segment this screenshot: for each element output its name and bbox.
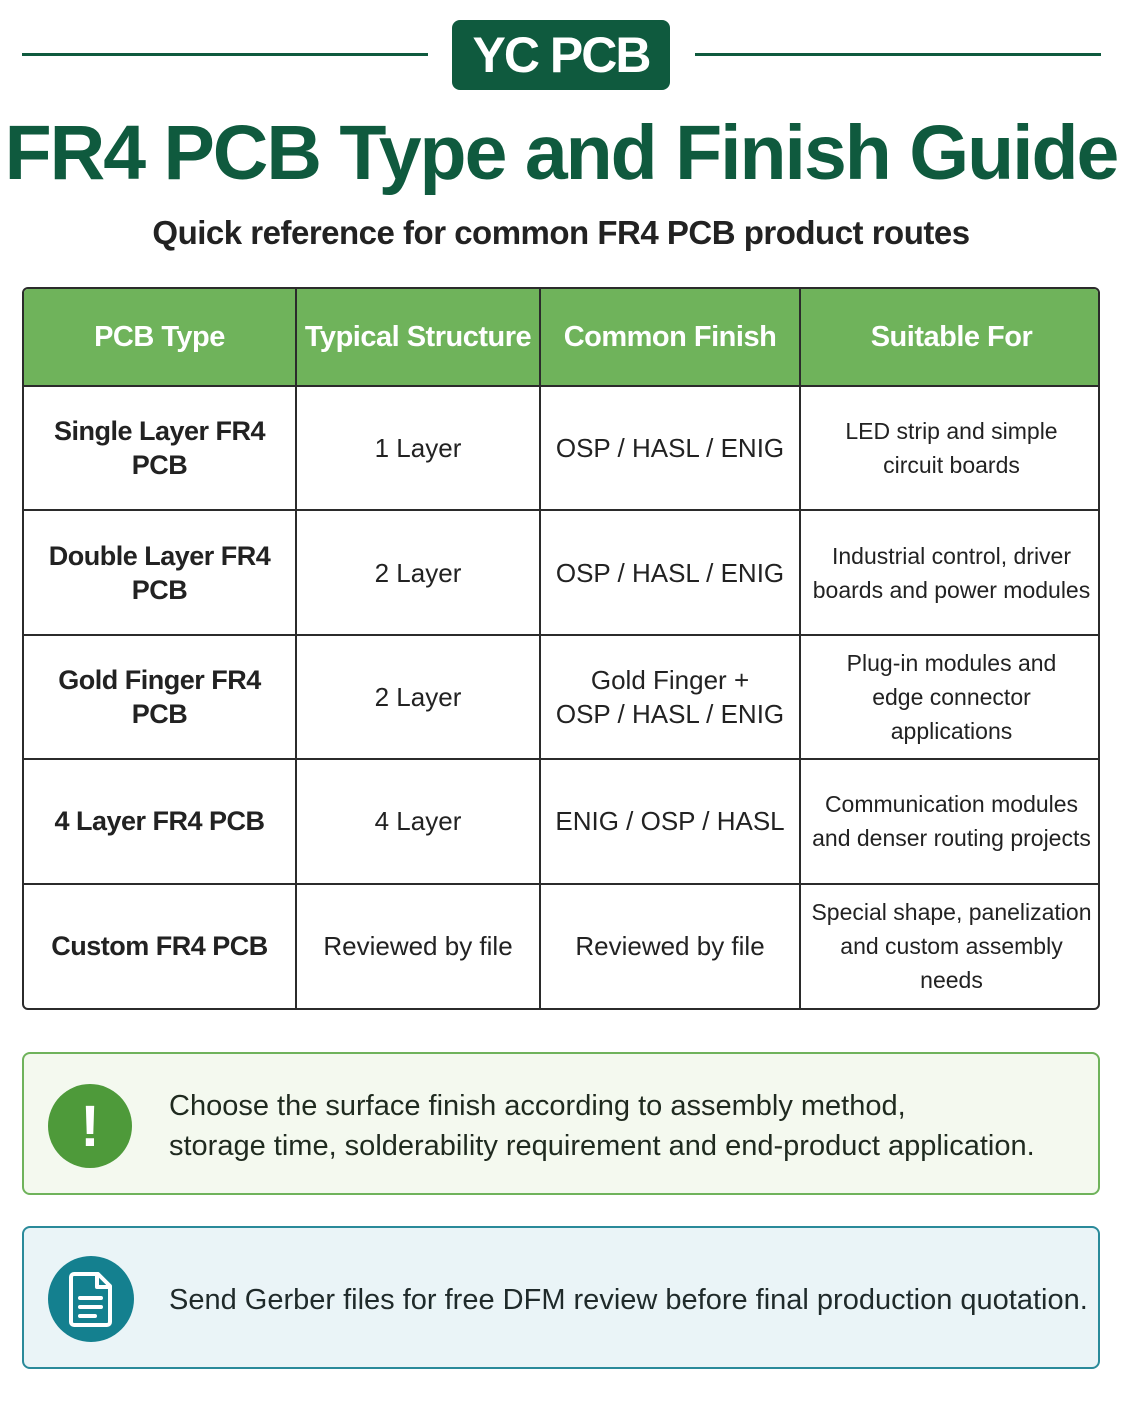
cell-structure: 4 Layer	[296, 759, 540, 883]
cell-pcb-type: 4 Layer FR4 PCB	[24, 759, 296, 883]
brand-badge: YC PCB	[452, 20, 670, 90]
column-header-structure: Typical Structure	[296, 289, 540, 386]
cell-suitable-for	[800, 386, 1100, 510]
cell-line: Gold Finger +	[590, 664, 750, 695]
page-title: FR4 PCB Type and Finish Guide	[4, 110, 1118, 196]
note-text	[169, 1086, 1079, 1166]
dfm-review-callout	[22, 1226, 1100, 1369]
cell-finish	[540, 386, 800, 510]
cell-line: edge connector applications	[872, 683, 1031, 744]
table-row	[24, 759, 1100, 883]
table-header-row	[24, 289, 1100, 386]
cell-line: OSP / HASL / ENIG	[555, 557, 785, 588]
cell-structure: 1 Layer	[296, 386, 540, 510]
cell-suitable-for	[800, 635, 1100, 759]
cell-line: boards and power modules	[812, 576, 1091, 603]
cell-pcb-type: Gold Finger FR4 PCB	[24, 635, 296, 759]
table-row	[24, 510, 1100, 634]
finish-selection-note	[22, 1052, 1100, 1195]
cell-finish	[540, 884, 800, 1008]
cta-text: Send Gerber files for free DFM review before final production quotation.	[169, 1284, 1088, 1316]
cell-structure: 2 Layer	[296, 510, 540, 634]
column-header-finish: Common Finish	[540, 289, 800, 386]
cell-line: circuit boards	[883, 452, 1020, 479]
exclamation-icon: !	[48, 1084, 132, 1168]
header-rule-left	[22, 53, 428, 56]
cell-finish	[540, 635, 800, 759]
cell-line: Plug-in modules and	[846, 649, 1057, 676]
cell-suitable-for	[800, 759, 1100, 883]
cell-structure: 2 Layer	[296, 635, 540, 759]
pcb-type-table	[22, 287, 1100, 1010]
cell-line: Special shape, panelization	[811, 899, 1092, 926]
cell-line: OSP / HASL / ENIG	[555, 433, 785, 464]
cell-line: OSP / HASL / ENIG	[555, 698, 785, 729]
column-header-pcb-type: PCB Type	[24, 289, 296, 386]
table-row	[24, 635, 1100, 759]
page-subtitle: Quick reference for common FR4 PCB product routes	[152, 214, 970, 251]
note-line: Choose the surface finish according to assembly method,	[169, 1090, 906, 1122]
cell-line: Reviewed by file	[575, 931, 765, 962]
cell-finish	[540, 510, 800, 634]
table-row	[24, 386, 1100, 510]
cell-suitable-for	[800, 510, 1100, 634]
cell-line: Industrial control, driver	[831, 542, 1072, 569]
cell-line: and denser routing projects	[812, 825, 1091, 852]
table-row	[24, 884, 1100, 1008]
cell-pcb-type: Custom FR4 PCB	[24, 884, 296, 1008]
column-header-suitable-for: Suitable For	[800, 289, 1100, 386]
cell-pcb-type: Single Layer FR4 PCB	[24, 386, 296, 510]
cell-suitable-for	[800, 884, 1100, 1008]
cell-line: and custom assembly needs	[840, 933, 1063, 994]
cell-line: Communication modules	[824, 791, 1079, 818]
cell-structure: Reviewed by file	[296, 884, 540, 1008]
cell-pcb-type: Double Layer FR4 PCB	[24, 510, 296, 634]
document-icon	[48, 1256, 134, 1342]
cell-line: LED strip and simple	[845, 418, 1058, 445]
note-line: storage time, solderability requirement and end-product application.	[169, 1130, 1035, 1162]
cell-finish	[540, 759, 800, 883]
header-rule-right	[695, 53, 1101, 56]
cell-line: ENIG / OSP / HASL	[555, 806, 785, 837]
